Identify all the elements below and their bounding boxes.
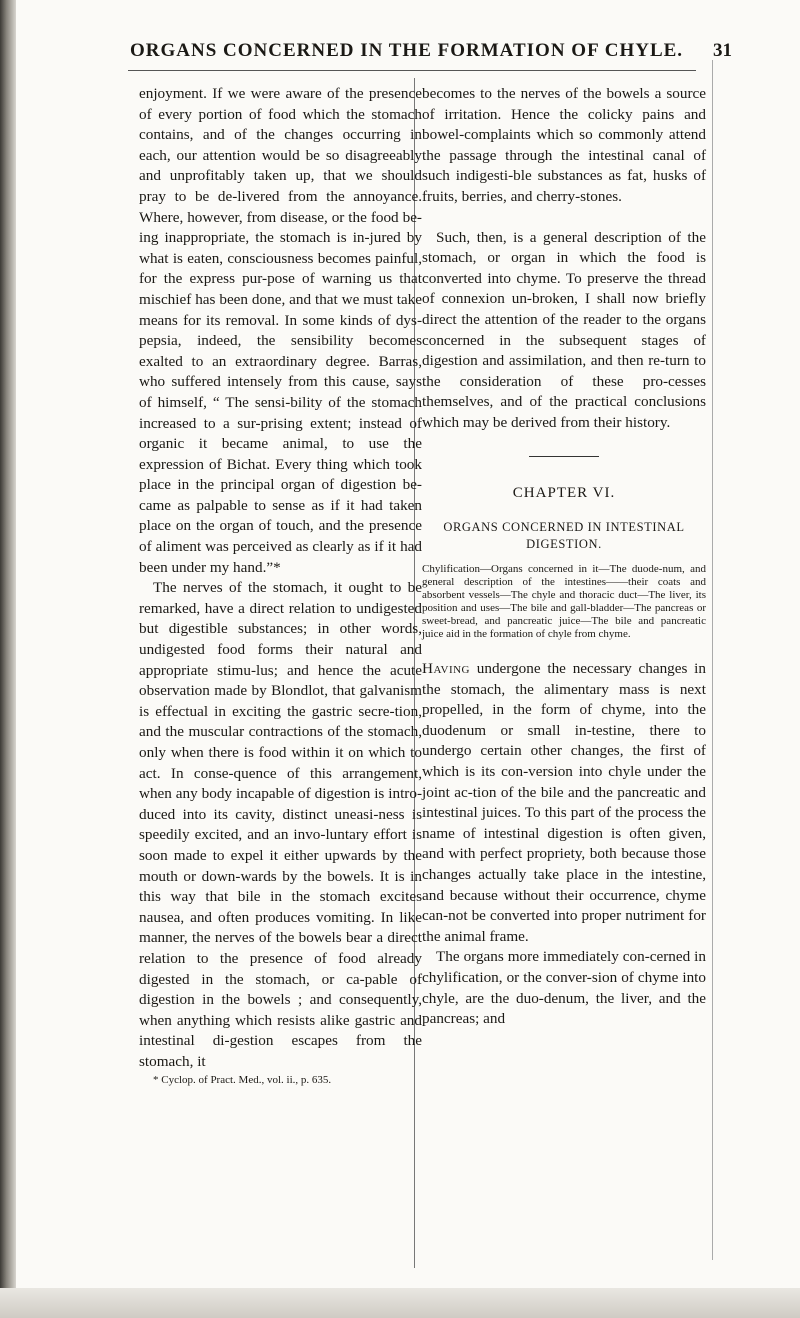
- chapter-subtitle: ORGANS CONCERNED IN INTESTINAL DIGESTION.: [443, 520, 685, 552]
- paragraph: enjoyment. If we were aware of the presence of every portion of food which the stomach contains, and of the changes occurring in each, our attention would be so disagreeably and unprofitably taken up, that we should pray to be de-livered from the annoyance. Where, however, from disease, or the food be-ing inappropriate, the stomach is in-jured by what is eaten, consciousness becomes painful, for the express pur-pose of warning us that mischief has been done, and that we must take means for its removal. In some kinds of dys-pepsia, indeed, the sensibility becomes exalted to an extraordinary degree. Barras, who suffered intensely from this cause, says of himself, “ The sensi-bility of the stomach increased to a sur-prising extent; instead of organic it became animal, to use the expression of Bichat. Every thing which took place in the principal organ of digestion be-came as palpable to sense as if it had taken place on the organ of touch, and the presence of aliment was perceived as clearly as if it had been under my hand.”*: [139, 85, 422, 576]
- drop-word: Having: [422, 660, 470, 678]
- paragraph: Such, then, is a general description of the stomach, or organ in which the food is converted into chyme. To preserve the thread of connexion un-broken, I shall now briefly direct the attention of the reader to the organs concerned in the subsequent stages of digestion and assimilation, and then re-turn to the consideration of these pro-cesses themselves, and of the practical conclusions which may be derived from their history.: [422, 228, 706, 431]
- running-head: [120, 40, 732, 70]
- paragraph: The nerves of the stomach, it ought to be remarked, have a direct relation to undigested but digestible substances; in other words, undigested food forms their natural and appropriate stimu-lus; and hence the acute observation made by Blondlot, that galvanism is effectual in exciting the gastric secre-tion, and the muscular contractions of the stomach, only when there is food within it on which to act. In conse-quence of this arrangement, when any body incapable of digestion is intro-duced into its cavity, distinct uneasi-ness is speedily excited, and an invo-luntary effort is soon made to expel it either upwards by the mouth or down-wards by the bowels. It is in this way that bile in the stomach excites nausea, and often produces vomiting. In like manner, the nerves of the bowels bear a direct relation to the presence of food already digested in the stomach, or ca-pable of digestion in the bowels ; and consequently, when anything which resists alike gastric and intestinal di-gestion escapes from the stomach, it: [139, 579, 422, 1070]
- left-column: [139, 84, 422, 1087]
- right-column: [422, 84, 706, 1030]
- header-rule: [128, 70, 696, 71]
- scan-bottom-edge: [0, 1288, 800, 1318]
- chapter-synopsis: Chylification—Organs concerned in it—The duode-num, and general description of the intestines——their coats and absorbent vessels—The chyle and thoracic duct—The liver, its position and uses—The bile and gall-bladder—The pancreas or sweet-bread, and pancreatic juice—The bile and pancreatic juice aid in the formation of chyle from chyme.: [422, 563, 706, 641]
- page-right-border: [712, 60, 713, 1260]
- paragraph: [422, 659, 706, 947]
- section-separator-rule: [529, 456, 599, 457]
- scan-binding-edge: [0, 0, 16, 1318]
- footnote: * Cyclop. of Pract. Med., vol. ii., p. 635.: [153, 1073, 332, 1086]
- chapter-title: CHAPTER VI.: [512, 484, 616, 501]
- running-head-title: ORGANS CONCERNED IN THE FORMATION OF CHYLE.: [130, 40, 684, 61]
- paragraph: becomes to the nerves of the bowels a source of irritation. Hence the colicky pains and bowel-complaints which so commonly attend the passage through the intestinal canal of such indigesti-ble substances as fat, husks of fruits, berries, and cherry-stones.: [422, 85, 706, 205]
- paragraph: The organs more immediately con-cerned in chylification, or the conver-sion of chyme into chyle, are the duo-denum, the liver, and the pancreas; and: [422, 948, 706, 1028]
- page-number: 31: [713, 40, 732, 61]
- paragraph-text: undergone the necessary changes in the stomach, the alimentary mass is next propelled, in the form of chyme, into the duodenum or small in-testine, there to undergo certain other changes, the first of which is its con-version into chyle under the joint ac-tion of the bile and the pancreatic and intestinal juices. To this part of the process the name of intestinal digestion is often given, and with perfect propriety, both because those changes actually take place in the intestine, and because without their occurrence, chyme can-not be converted into proper nutriment for the animal frame.: [422, 660, 706, 945]
